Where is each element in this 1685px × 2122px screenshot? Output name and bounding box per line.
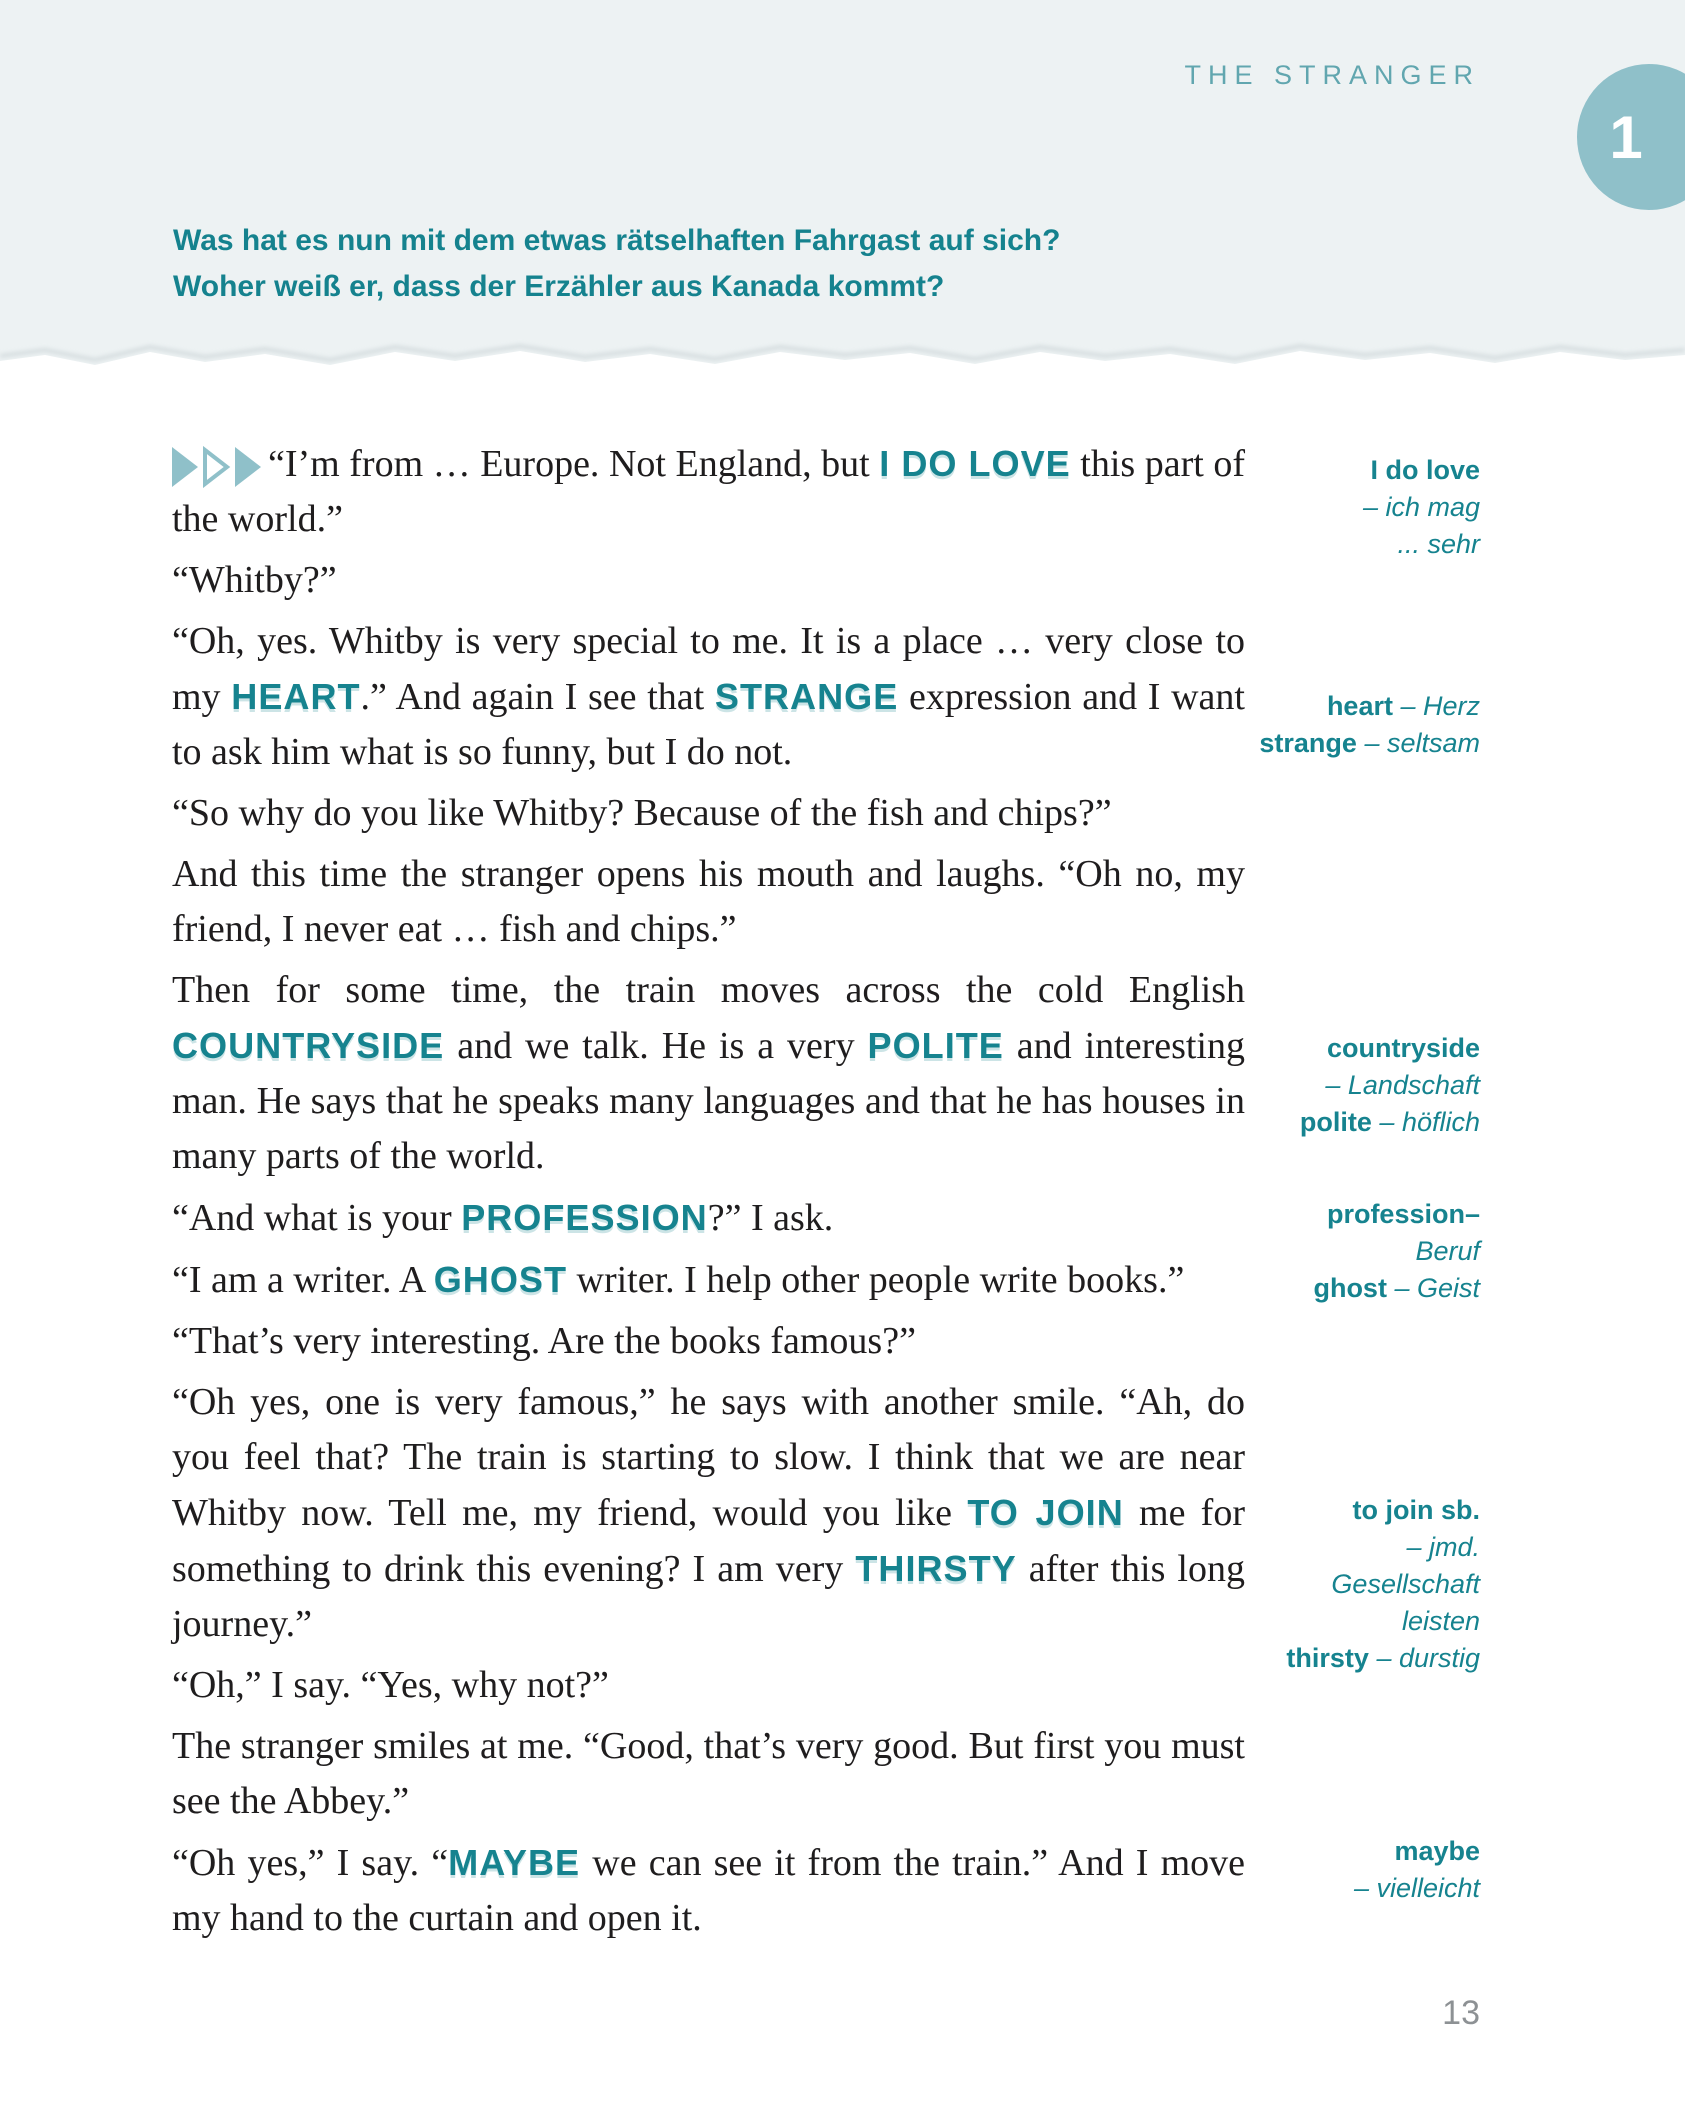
vocab-translation: Gesellschaft <box>1331 1569 1480 1599</box>
margin-note <box>1140 1196 1480 1307</box>
margin-note <box>1140 1833 1480 1907</box>
header-band <box>0 0 1685 380</box>
margin-note-line <box>1140 1233 1480 1270</box>
horror-word: THIRSTY <box>855 1548 1017 1589</box>
story-text: writer. I help other people write books.” <box>567 1259 1185 1301</box>
story-paragraph <box>172 1252 1245 1308</box>
margin-note <box>1140 1492 1480 1677</box>
vocab-term: heart <box>1326 691 1401 721</box>
story-paragraph <box>172 614 1245 780</box>
margin-note-line <box>1140 1196 1480 1233</box>
torn-paper-edge <box>0 334 1685 380</box>
vocab-term: strange <box>1259 728 1365 758</box>
story-paragraph <box>172 1190 1245 1246</box>
question-line: Was hat es nun mit dem etwas rätselhaften Fahrgast auf sich? <box>173 224 1061 257</box>
story-text: we can see it from the train.” And I move my hand to the curtain and open it. <box>172 1842 1245 1939</box>
story-text: this part of the world.” <box>172 443 1245 540</box>
margin-note-line <box>1140 1640 1480 1677</box>
horror-word: PROFESSION <box>461 1197 708 1238</box>
horror-word: I DO LOVE <box>879 443 1071 484</box>
story-text: The stranger smiles at me. “Good, that’s very good. But first you must see the Abbey.” <box>172 1725 1245 1822</box>
story-text: expression and I want to ask him what is so funny, but I do not. <box>172 676 1245 773</box>
story-text: “I am a writer. A <box>172 1259 434 1301</box>
story-text: “Whitby?” <box>172 559 337 601</box>
story-text: “I’m from … Europe. Not England, but <box>268 443 880 485</box>
vocab-translation: – jmd. <box>1406 1532 1480 1562</box>
vocab-term: maybe <box>1394 1836 1480 1866</box>
horror-word: STRANGE <box>714 676 899 717</box>
vocab-translation: – seltsam <box>1364 728 1480 758</box>
margin-note <box>1140 1030 1480 1141</box>
story-text: me for something to drink this evening? I am very <box>172 1492 1245 1590</box>
vocab-term: ghost <box>1313 1273 1395 1303</box>
story-text: ?” I ask. <box>707 1197 834 1239</box>
story-text: “Oh,” I say. “Yes, why not?” <box>172 1664 609 1706</box>
vocab-translation: – durstig <box>1376 1643 1480 1673</box>
margin-note-line <box>1140 1833 1480 1870</box>
vocab-translation: – Landschaft <box>1325 1070 1480 1100</box>
vocab-translation: – Herz <box>1400 691 1480 721</box>
horror-word: POLITE <box>867 1025 1004 1066</box>
story-text: “And what is your <box>172 1197 462 1239</box>
story-text: “Oh yes, one is very famous,” he says with another smile. “Ah, do you feel that? The train is starting to slow. I think that we are near Whitby now. Tell me, my friend, would you like <box>172 1381 1245 1534</box>
margin-note-line <box>1140 1492 1480 1529</box>
story-paragraph <box>172 786 1245 841</box>
margin-note-line <box>1140 1270 1480 1307</box>
story-text: “That’s very interesting. Are the books famous?” <box>172 1320 916 1362</box>
chapter-number: 1 <box>1609 103 1643 171</box>
vocab-translation: leisten <box>1401 1606 1480 1636</box>
story-text: “Oh yes,” I say. “ <box>172 1842 449 1884</box>
horror-word: GHOST <box>433 1259 567 1300</box>
story-text: and we talk. He is a very <box>444 1025 868 1067</box>
story-paragraph <box>172 553 1245 608</box>
story-text: after this long journey.” <box>172 1548 1245 1645</box>
story-paragraph <box>172 1658 1245 1713</box>
chapter-title: THE STRANGER <box>1184 60 1480 90</box>
margin-note <box>1140 452 1480 563</box>
horror-word: TO JOIN <box>967 1492 1124 1533</box>
margin-note-line <box>1140 1603 1480 1640</box>
page-number: 13 <box>1442 1994 1480 2032</box>
margin-note-line <box>1140 1030 1480 1067</box>
horror-word: HEART <box>231 676 361 717</box>
horror-word: COUNTRYSIDE <box>172 1025 445 1066</box>
vocab-term: polite <box>1299 1107 1380 1137</box>
horror-word: MAYBE <box>448 1842 581 1883</box>
vocab-translation: – ich mag <box>1362 492 1480 522</box>
margin-note <box>1140 688 1480 762</box>
story-paragraphs <box>172 436 1245 1952</box>
story-paragraph <box>172 1314 1245 1369</box>
vocab-translation: ... sehr <box>1397 529 1480 559</box>
story-paragraph <box>172 847 1245 957</box>
margin-note-line <box>1140 1529 1480 1566</box>
vocab-term: thirsty <box>1286 1643 1377 1673</box>
margin-note-line <box>1140 688 1480 725</box>
margin-note-line <box>1140 1566 1480 1603</box>
margin-note-line <box>1140 1067 1480 1104</box>
story-paragraph <box>172 1835 1245 1946</box>
vocab-translation: – höflich <box>1379 1107 1480 1137</box>
story-text: Then for some time, the train moves across the cold English <box>172 969 1245 1011</box>
vocab-translation: – Geist <box>1394 1273 1480 1303</box>
margin-note-line <box>1140 1870 1480 1907</box>
margin-note-line <box>1140 1104 1480 1141</box>
vocab-translation: – vielleicht <box>1353 1873 1480 1903</box>
story-paragraph <box>172 1719 1245 1829</box>
question-line: Woher weiß er, dass der Erzähler aus Kanada kommt? <box>173 270 945 303</box>
vocab-term: countryside <box>1326 1033 1480 1063</box>
vocab-term: profession– <box>1326 1199 1480 1229</box>
margin-note-line <box>1140 489 1480 526</box>
vocab-term: to join sb. <box>1352 1495 1480 1525</box>
story-paragraph <box>172 436 1245 547</box>
story-text: and interesting man. He says that he speaks many languages and that he has houses in many parts of the world. <box>172 1025 1245 1177</box>
margin-note-line <box>1140 526 1480 563</box>
vocab-translation: Beruf <box>1415 1236 1480 1266</box>
story-paragraph <box>172 1375 1245 1652</box>
story-paragraph <box>172 963 1245 1184</box>
story-text: And this time the stranger opens his mouth and laughs. “Oh no, my friend, I never eat … fish and chips.” <box>172 853 1245 950</box>
comprehension-question <box>173 218 1060 310</box>
story-text: “So why do you like Whitby? Because of the fish and chips?” <box>172 792 1112 834</box>
margin-note-line <box>1140 452 1480 489</box>
vocab-term: I do love <box>1370 455 1480 485</box>
story-text: .” And again I see that <box>360 676 715 718</box>
margin-note-line <box>1140 725 1480 762</box>
story-text: “Oh, yes. Whitby is very special to me. It is a place … very close to my <box>172 620 1245 718</box>
